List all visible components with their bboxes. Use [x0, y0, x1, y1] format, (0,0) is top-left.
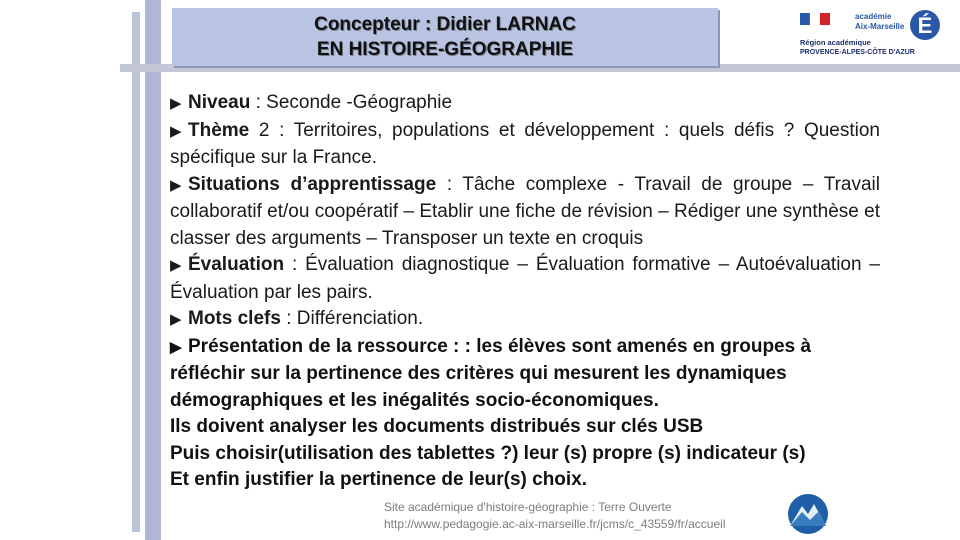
title-line-2: EN HISTOIRE-GÉOGRAPHIE: [316, 39, 574, 60]
decorative-vertical-bar-left: [132, 12, 140, 532]
theme-text: 2 : Territoires, populations et développement : quels défis ? Question spécifique sur la France.: [170, 119, 880, 168]
region-label: Région académique: [800, 38, 871, 47]
title-line-1: Concepteur : Didier LARNAC: [314, 14, 576, 35]
content-body: [170, 90, 880, 494]
decorative-vertical-bar-right: [145, 0, 161, 540]
bullet-icon: ▶: [170, 257, 182, 274]
footer-site-title: Site académique d'histoire-géographie : Terre Ouverte: [384, 500, 672, 514]
item-niveau: [170, 90, 880, 118]
bullet-icon: ▶: [170, 95, 182, 112]
terre-ouverte-mountain-icon: [786, 492, 830, 536]
flag-white-stripe: [810, 13, 820, 25]
situations-label: Situations d’apprentissage: [188, 173, 437, 195]
bullet-icon: ▶: [170, 122, 182, 140]
item-evaluation: [170, 252, 880, 306]
bullet-icon: ▶: [170, 311, 182, 328]
bullet-icon: ▶: [170, 176, 182, 194]
region-name-label: PROVENCE-ALPES-CÔTE D'AZUR: [800, 49, 915, 56]
academie-e-letter: É: [917, 13, 933, 38]
aix-marseille-label: Aix-Marseille: [855, 22, 905, 31]
situations-text: : Tâche complexe - Travail de groupe – Travail collaboratif et/ou coopératif – Etablir une fiche de révision – Rédiger une synthèse et classer des arguments – Transposer un texte en croquis: [170, 173, 881, 249]
presentation-text: : : les élèves sont amenés en groupes à réfléchir sur la pertinence des critères qui mesurent les dynamiques démographiques et les inégalités socio-économiques.: [170, 335, 812, 411]
title-box: [172, 8, 718, 66]
theme-label: Thème: [188, 119, 250, 141]
mots-clefs-text: : Différenciation.: [280, 308, 424, 329]
footer-site-url[interactable]: http://www.pedagogie.ac-aix-marseille.fr/jcms/c_43559/fr/accueil: [384, 517, 726, 531]
item-theme: [170, 118, 880, 172]
presentation-label: Présentation de la ressource: [188, 335, 448, 357]
flag-blue-stripe: [800, 13, 810, 25]
academie-logo: [800, 8, 940, 58]
item-presentation: [170, 334, 880, 415]
academie-label: académie: [855, 12, 892, 21]
niveau-label: Niveau: [188, 92, 251, 113]
flag-red-stripe: [820, 13, 830, 25]
evaluation-text: : Évaluation diagnostique – Évaluation formative – Autoévaluation – Évaluation par les pairs.: [170, 254, 880, 303]
item-mots-clefs: [170, 306, 880, 334]
niveau-text: : Seconde -Géographie: [250, 92, 453, 113]
line-et-enfin: Et enfin justifier la pertinence de leur(s) choix.: [170, 469, 588, 490]
item-situations: [170, 172, 880, 253]
line-ils-doivent: Ils doivent analyser les documents distribués sur clés USB: [170, 416, 704, 437]
evaluation-label: Évaluation: [188, 254, 285, 275]
bullet-icon: ▶: [170, 338, 182, 356]
line-puis-choisir: Puis choisir(utilisation des tablettes ?) leur (s) propre (s) indicateur (s): [170, 442, 806, 464]
mots-clefs-label: Mots clefs: [188, 308, 281, 329]
